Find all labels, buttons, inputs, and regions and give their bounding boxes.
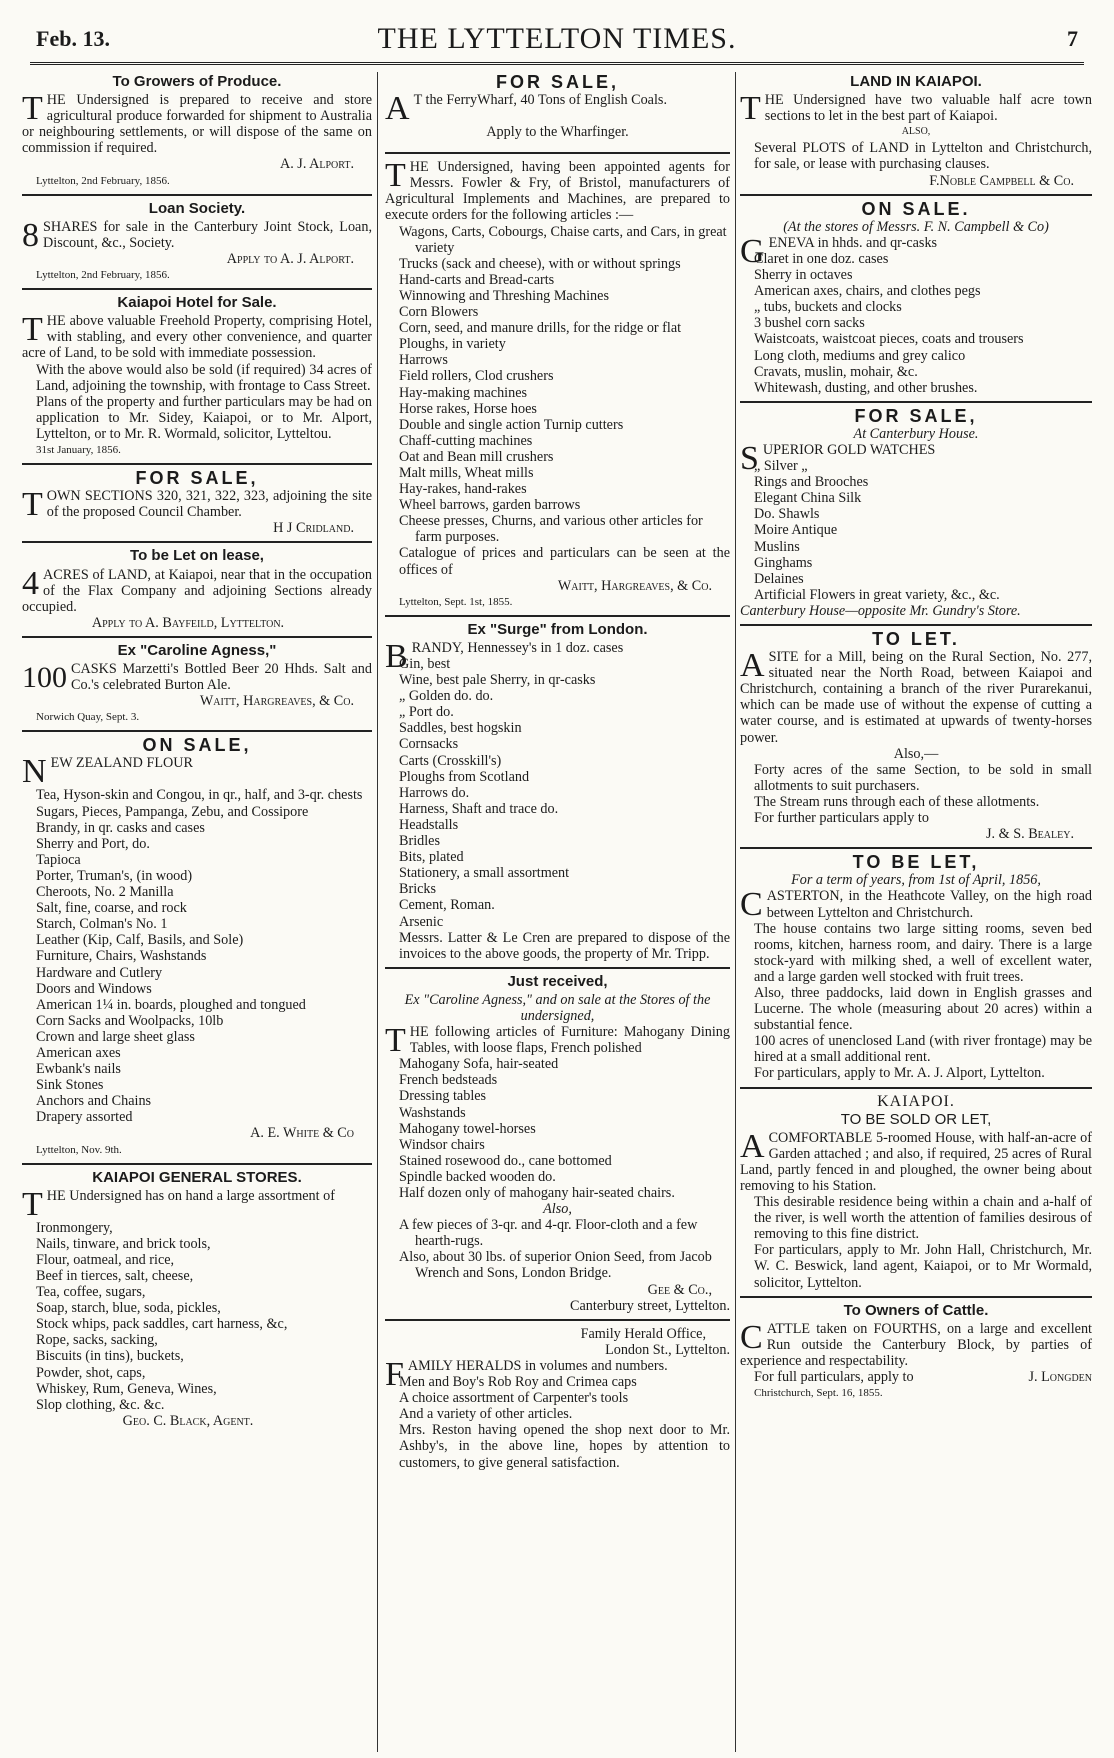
ad-kaiapoi-house <box>740 1094 1092 1291</box>
column-1 <box>22 72 372 1752</box>
list-item: Washstands <box>399 1104 466 1121</box>
ad-date: Lyttelton, 2nd February, 1856. <box>36 269 170 282</box>
ad-paragraph: With the above would also be sold (if required) 34 acres of Land, adjoining the township, with frontage to Cass Street. <box>36 361 372 394</box>
ad-paragraph: The Stream runs through each of these allotments. <box>754 793 1040 810</box>
ad-address: London St., Lyttelton. <box>605 1341 730 1358</box>
list-item: Doors and Windows <box>36 980 152 997</box>
drop-cap: T <box>22 90 43 128</box>
list-item: Ironmongery, <box>36 1219 113 1236</box>
ad-body: HE Undersigned, having been appointed agents for Messrs. Fowler & Fry, of Bristol, manufacturers of Agricultural Implements and Machines, are prepared to execute orders for the following articles :— <box>385 159 730 224</box>
ad-date: Lyttelton, Sept. 1st, 1855. <box>399 595 513 608</box>
masthead <box>30 20 1084 55</box>
list-item: Sherry in octaves <box>754 267 853 284</box>
ad-growers-of-produce <box>22 74 372 189</box>
column-3 <box>740 72 1092 1752</box>
ad-body: ACRES of LAND, at Kaiapoi, near that in the occupation of the Flax Company and adjoining Sections already occupied. <box>22 566 372 615</box>
list-item: Bits, plated <box>399 849 464 866</box>
list-item: Mahogany Sofa, hair-seated <box>399 1056 559 1073</box>
list-item: Wheel barrows, garden barrows <box>399 497 581 514</box>
list-item: Horse rakes, Horse hoes <box>399 400 537 417</box>
drop-cap: T <box>22 1185 43 1223</box>
ad-heading: LAND IN KAIAPOI. <box>850 73 982 90</box>
list-item: Gin, best <box>399 656 451 672</box>
ad-ex-surge <box>385 622 730 962</box>
separator <box>385 967 730 969</box>
ad-signature: Waitt, Hargreaves, & Co. <box>199 693 354 710</box>
ad-office: Family Herald Office, <box>580 1325 706 1342</box>
list-item: Soap, starch, blue, soda, pickles, <box>36 1300 221 1317</box>
list-item: Biscuits (in tins), buckets, <box>36 1348 184 1365</box>
ad-paragraph: Canterbury House—opposite Mr. Gundry's Store. <box>740 602 1021 619</box>
list-item: Starch, Colman's No. 1 <box>36 916 168 933</box>
list-item: Rope, sacks, sacking, <box>36 1332 158 1349</box>
ad-date: Norwich Quay, Sept. 3. <box>36 711 140 724</box>
ad-on-sale-flour <box>22 737 372 1157</box>
list-item: Stained rosewood do., cane bottomed <box>399 1152 612 1169</box>
separator <box>22 541 372 543</box>
list-item: Also, about 30 lbs. of superior Onion Seed, from Jacob Wrench and Sons, London Bridge. <box>399 1249 712 1282</box>
ad-heading: FOR SALE, <box>495 72 619 92</box>
separator <box>740 847 1092 849</box>
ad-heading: Loan Society. <box>148 199 246 217</box>
ad-body: CASKS Marzetti's Bottled Beer 20 Hhds. Salt and Co.'s celebrated Burton Ale. <box>71 661 372 694</box>
list-item: Cornsacks <box>399 736 459 753</box>
drop-cap: A <box>385 90 410 128</box>
list-item: Moire Antique <box>754 522 838 539</box>
list-item: Cheroots, No. 2 Manilla <box>36 884 174 901</box>
column-2 <box>385 72 730 1752</box>
ad-town-sections <box>22 470 372 536</box>
ad-coals-for-sale <box>385 74 730 140</box>
ad-owners-of-cattle <box>740 1303 1092 1402</box>
separator <box>740 194 1092 196</box>
list-item: Ploughs, in variety <box>399 336 506 353</box>
list-item: Nails, tinware, and brick tools, <box>36 1235 211 1252</box>
ad-paragraph: For further particulars apply to <box>754 810 929 827</box>
separator <box>385 1319 730 1321</box>
issue-date: Feb. 13. <box>36 26 110 51</box>
list-item: Furniture, Chairs, Washstands <box>36 948 207 965</box>
ad-date: Lyttelton, 2nd February, 1856. <box>36 174 170 187</box>
list-item: American axes <box>36 1044 121 1061</box>
list-item: Saddles, best hogskin <box>399 720 522 737</box>
list-item: Chaff-cutting machines <box>399 432 533 449</box>
list-item: Harrows <box>399 352 448 369</box>
separator <box>22 463 372 465</box>
ad-heading: KAIAPOI GENERAL STORES. <box>92 1168 302 1186</box>
ad-paragraph: Plans of the property and further particulars may be had on application to Mr. Sidey, Kaiapoi, or to Mr. Alport, Lyttelton, or to Mr. R. Wormald, solicitor, Lytteltou. <box>36 393 372 442</box>
list-item: Corn Blowers <box>399 304 479 321</box>
list-item: Waistcoats, waistcoat pieces, coats and trousers <box>754 331 1024 348</box>
list-item: Ploughs from Scotland <box>399 768 530 785</box>
list-item: Flour, oatmeal, and rice, <box>36 1251 175 1268</box>
separator <box>22 1163 372 1165</box>
list-item: „ Port do. <box>399 704 454 721</box>
ad-land-in-kaiapoi <box>740 74 1092 189</box>
drop-cap: 100 <box>22 661 67 694</box>
list-item: Hardware and Cutlery <box>36 964 163 981</box>
ad-on-sale-geneva <box>740 198 1092 396</box>
list-item: Do. Shawls <box>754 506 820 523</box>
list-item: Drapery assorted <box>36 1109 133 1126</box>
ad-subheading: TO BE SOLD OR LET, <box>840 1110 992 1128</box>
list-item: Brandy, in qr. casks and cases <box>36 819 205 836</box>
ad-body: COMFORTABLE 5-roomed House, with half-an-acre of Garden attached ; and also, if required, 25 acres of Rural Land, partly fenced in and ploughed, the owner being about removing to his Station. <box>740 1129 1092 1194</box>
list-item: Hay-making machines <box>399 384 528 401</box>
drop-cap: T <box>385 1022 406 1060</box>
list-item: Bricks <box>399 881 437 898</box>
ad-caroline-agness <box>22 643 372 725</box>
ad-heading: To Owners of Cattle. <box>843 1301 989 1319</box>
list-item: Malt mills, Wheat mills <box>399 464 534 481</box>
list-item: Hay-rakes, hand-rakes <box>399 481 527 498</box>
list-item: 3 bushel corn sacks <box>754 315 865 332</box>
separator <box>740 1296 1092 1298</box>
ad-watches <box>740 405 1092 619</box>
list-item: Sink Stones <box>36 1077 104 1094</box>
ad-lead: RANDY, Hennessey's in 1 doz. cases <box>411 639 624 656</box>
ad-paragraph: Messrs. Latter & Le Cren are prepared to dispose of the invoices to the above goods, the property of Mr. Tripp. <box>399 929 730 962</box>
ad-body: HE Undersigned have two valuable half acre town sections to let in the best part of Kaiapoi. <box>764 92 1092 125</box>
list-item: Men and Boy's Rob Roy and Crimea caps <box>399 1374 637 1391</box>
list-item: Stationery, a small assortment <box>399 865 570 882</box>
list-item: Long cloth, mediums and grey calico <box>754 347 966 364</box>
list-item: Rings and Brooches <box>754 474 869 491</box>
ad-paragraph: 100 acres of unenclosed Land (with river frontage) may be hired at a small additional rent. <box>754 1033 1092 1066</box>
list-item: Headstalls <box>399 816 459 833</box>
ad-heading: FOR SALE, <box>135 468 259 489</box>
ad-paragraph: Forty acres of the same Section, to be sold in small allotments to suit purchasers. <box>754 761 1092 794</box>
drop-cap: F <box>385 1355 404 1393</box>
newspaper-title: THE LYTTELTON TIMES. <box>377 22 737 55</box>
ad-body: OWN SECTIONS 320, 321, 322, 323, adjoining the site of the proposed Council Chamber. <box>46 488 372 521</box>
drop-cap: T <box>22 311 43 349</box>
list-item: Muslins <box>754 538 800 555</box>
separator <box>22 636 372 638</box>
drop-cap: N <box>22 753 47 791</box>
list-item: Artificial Flowers in great variety, &c., &c. <box>754 586 1000 603</box>
drop-cap: G <box>740 232 765 270</box>
list-item: Spindle backed wooden do. <box>399 1168 556 1185</box>
list-item: „ tubs, buckets and clocks <box>754 299 902 316</box>
list-item: Harness, Shaft and trace do. <box>399 800 559 817</box>
ad-body: ASTERTON, in the Heathcote Valley, on the high road between Lyttelton and Christchurch. <box>766 888 1092 921</box>
ad-casterton <box>740 854 1092 1081</box>
ad-also: ALSO, <box>901 126 931 138</box>
ad-signature: A. J. Alport. <box>279 156 354 173</box>
ad-date: Christchurch, Sept. 16, 1855. <box>754 1387 883 1400</box>
ad-signature: F.Noble Campbell & Co. <box>929 172 1074 189</box>
ad-heading: TO LET. <box>872 629 960 649</box>
list-item: Harrows do. <box>399 784 470 801</box>
separator <box>22 730 372 732</box>
list-item: Tea, coffee, sugars, <box>36 1284 146 1301</box>
ad-lead: EW ZEALAND FLOUR <box>50 755 193 772</box>
list-item: American axes, chairs, and clothes pegs <box>754 283 981 300</box>
list-item: Dressing tables <box>399 1088 487 1105</box>
ad-body: HE Undersigned has on hand a large assortment of <box>46 1187 335 1204</box>
ad-paragraph: For particulars, apply to Mr. John Hall, Christchurch, Mr. W. C. Beswick, land agent, Kaiapoi, or to Mr Wormald, solicitor, Lyttelton. <box>754 1242 1092 1291</box>
ad-agricultural-implements <box>385 159 730 610</box>
list-item: Anchors and Chains <box>36 1093 152 1110</box>
ad-address: Canterbury street, Lyttelton. <box>570 1297 730 1314</box>
list-item: Corn Sacks and Woolpacks, 10lb <box>36 1012 224 1029</box>
ad-kaiapoi-hotel <box>22 295 372 458</box>
ad-paragraph: For full particulars, apply to <box>754 1369 914 1386</box>
ad-heading: ON SALE, <box>142 735 252 756</box>
list-item: Whiskey, Rum, Geneva, Wines, <box>36 1380 217 1397</box>
list-item: Sugars, Pieces, Pampanga, Zebu, and Cossipore <box>36 803 309 820</box>
ad-heading: Ex "Caroline Agness," <box>117 641 277 659</box>
ad-heading: To be Let on lease, <box>130 547 264 565</box>
list-item: Trucks (sack and cheese), with or without springs <box>399 255 681 272</box>
list-item: Tapioca <box>36 851 81 868</box>
ad-mill-site <box>740 631 1092 842</box>
list-item: Wine, best pale Sherry, in qr-casks <box>399 672 596 689</box>
drop-cap: C <box>740 886 763 924</box>
list-item: Winnowing and Threshing Machines <box>399 287 609 304</box>
separator <box>385 615 730 617</box>
ad-subheading: Ex "Caroline Agness," and on sale at the Stores of the undersigned, <box>404 991 711 1024</box>
ad-signature: Apply to the Wharfinger. <box>486 124 629 141</box>
ad-heading: To Growers of Produce. <box>112 73 282 90</box>
separator <box>22 288 372 290</box>
list-item: Arsenic <box>399 913 444 930</box>
list-item: Claret in one doz. cases <box>754 250 889 267</box>
drop-cap: A <box>740 647 765 685</box>
ad-heading: TO BE LET, <box>852 852 980 873</box>
separator <box>385 152 730 154</box>
list-item: Field rollers, Clod crushers <box>399 368 554 385</box>
list-item: Leather (Kip, Calf, Basils, and Sole) <box>36 932 244 949</box>
ad-paragraph: Mrs. Reston having opened the shop next door to Mr. Ashby's, in the above line, hopes by attention to customers, to give general satisfaction. <box>399 1422 730 1471</box>
list-item: Wagons, Carts, Cobourgs, Chaise carts, and Cars, in great variety <box>399 223 727 256</box>
list-item: Corn, seed, and manure drills, for the ridge or flat <box>399 320 682 337</box>
ad-signature: J. & S. Bealey. <box>986 826 1074 843</box>
masthead-rule <box>30 62 1084 65</box>
ad-signature: A. E. White & Co <box>250 1125 354 1142</box>
ad-signature: H J Cridland. <box>273 520 354 537</box>
ad-paragraph: For particulars, apply to Mr. A. J. Alport, Lyttelton. <box>754 1065 1045 1082</box>
ad-signature: Apply to A. J. Alport. <box>226 250 354 267</box>
ad-body: T the FerryWharf, 40 Tons of English Coals. <box>413 92 667 109</box>
drop-cap: 8 <box>22 216 39 254</box>
ad-lead: UPERIOR GOLD WATCHES <box>762 441 936 458</box>
drop-cap: T <box>740 90 761 128</box>
drop-cap: T <box>22 486 43 524</box>
ad-kaiapoi-general-stores <box>22 1170 372 1429</box>
page-number: 7 <box>1067 26 1078 51</box>
list-item: Salt, fine, coarse, and rock <box>36 900 187 917</box>
ad-family-herald <box>385 1326 730 1471</box>
ad-date: Lyttelton, Nov. 9th. <box>36 1143 122 1156</box>
list-item: „ Golden do. do. <box>399 688 494 705</box>
column-divider-1 <box>377 72 378 1752</box>
list-item: Delaines <box>754 570 804 587</box>
ad-subheading: At Canterbury House. <box>853 425 979 442</box>
ad-heading: Just received, <box>507 972 608 990</box>
ad-body: AMILY HERALDS in volumes and numbers. <box>407 1357 668 1374</box>
list-item: American 1¼ in. boards, ploughed and tongued <box>36 996 306 1013</box>
list-item: A choice assortment of Carpenter's tools <box>399 1390 629 1407</box>
separator <box>740 624 1092 626</box>
list-item: Powder, shot, caps, <box>36 1364 146 1381</box>
ad-paragraph: Also, three paddocks, laid down in English grasses and Lucerne. The whole (measuring about 20 acres) within a substantial fence. <box>754 984 1092 1034</box>
ad-let-on-lease <box>22 548 372 630</box>
list-item: Half dozen only of mahogany hair-seated chairs. <box>399 1185 675 1201</box>
list-item: Ewbank's nails <box>36 1061 121 1078</box>
ad-paragraph: This desirable residence being within a chain and a-half of the river, is well worth the attention of families desirous of removing to this fine district. <box>754 1194 1092 1243</box>
ad-body: HE above valuable Freehold Property, comprising Hotel, with stabling, and every other convenience, and quarter acre of Land, to be sold with immediate possession. <box>22 313 372 362</box>
list-item: A few pieces of 3-qr. and 4-qr. Floor-cloth and a few hearth-rugs. <box>399 1217 698 1250</box>
ad-subheading: (At the stores of Messrs. F. N. Campbell & Co) <box>783 218 1049 235</box>
separator <box>22 194 372 196</box>
list-item: Carts (Crosskill's) <box>399 752 502 769</box>
list-item: Elegant China Silk <box>754 490 862 507</box>
ad-signature: Apply to A. Bayfeild, Lyttelton. <box>91 614 285 631</box>
ad-heading: ON SALE. <box>861 198 971 219</box>
ad-heading: Kaiapoi Hotel for Sale. <box>117 294 277 312</box>
ad-signature: J. Longden <box>1028 1369 1092 1386</box>
list-item: Beef in tierces, salt, cheese, <box>36 1268 194 1284</box>
drop-cap: B <box>385 637 408 675</box>
list-item: Mahogany towel-horses <box>399 1120 536 1137</box>
list-item: Hand-carts and Bread-carts <box>399 271 555 288</box>
list-item: French bedsteads <box>399 1072 498 1089</box>
list-item: Slop clothing, &c. &c. <box>36 1396 165 1413</box>
ad-paragraph: Several PLOTS of LAND in Lyttelton and Christchurch, for sale, or lease with purchasing clauses. <box>754 140 1092 173</box>
list-item: Stock whips, pack saddles, cart harness, &c, <box>36 1316 288 1333</box>
ad-paragraph: The house contains two large sitting rooms, seven bed rooms, kitchen, harness room, and dairy. There is a large stock-yard with milking shed, a well of excellent water, and a large garden well stocked with fruit trees. <box>754 920 1092 985</box>
ad-also: Also,— <box>893 745 939 762</box>
separator <box>740 1087 1092 1089</box>
list-item: Crown and large sheet glass <box>36 1028 195 1045</box>
ad-signature: Gee & Co., <box>647 1281 712 1298</box>
ad-also: Also, <box>543 1201 572 1218</box>
list-item: Cement, Roman. <box>399 897 495 914</box>
drop-cap: S <box>740 439 759 477</box>
list-item: Sherry and Port, do. <box>36 835 150 852</box>
drop-cap: T <box>385 157 406 195</box>
ad-signature: Waitt, Hargreaves, & Co. <box>557 577 712 594</box>
list-item: And a variety of other articles. <box>399 1406 573 1423</box>
list-item: Porter, Truman's, (in wood) <box>36 867 193 884</box>
ad-furniture <box>385 974 730 1314</box>
list-item: Tea, Hyson-skin and Congou, in qr., half, and 3-qr. chests <box>36 787 363 804</box>
ad-body: HE Undersigned is prepared to receive and store agricultural produce forwarded for shipment to Australia or neighbouring settlements, or will dispose of the same on commission if required. <box>22 92 372 157</box>
list-item: Cheese presses, Churns, and various other articles for farm purposes. <box>399 513 703 546</box>
ad-body: SHARES for sale in the Canterbury Joint Stock, Loan, Discount, &c., Society. <box>43 218 372 251</box>
ad-lead: ENEVA in hhds. and qr-casks <box>768 234 938 251</box>
ad-subheading: For a term of years, from 1st of April, 1856, <box>791 872 1041 889</box>
ad-loan-society <box>22 201 372 283</box>
column-divider-2 <box>735 72 736 1752</box>
ad-heading: FOR SALE, <box>854 405 978 426</box>
drop-cap: C <box>740 1318 763 1356</box>
list-item: Cravats, muslin, mohair, &c. <box>754 363 918 380</box>
ad-body: HE following articles of Furniture: Mahogany Dining Tables, with loose flaps, French polished <box>409 1024 730 1057</box>
ad-body: SITE for a Mill, being on the Rural Section, No. 277, situated near the North Road, between Kaiapoi and Christchurch, containing a branch of the river Purarekanui, which can be made use of without the expense of cutting a water course, and is estimated at upwards of twenty-horses power. <box>740 649 1092 746</box>
drop-cap: A <box>740 1127 765 1165</box>
list-item: Double and single action Turnip cutters <box>399 416 624 433</box>
ad-heading: KAIAPOI. <box>877 1092 955 1110</box>
ad-body: ATTLE taken on FOURTHS, on a large and excellent Run outside the Canterbury Block, by parties of experience and respectability. <box>740 1320 1092 1369</box>
list-item: Ginghams <box>754 554 813 571</box>
separator <box>740 401 1092 403</box>
list-item: Whitewash, dusting, and other brushes. <box>754 379 978 396</box>
list-item: Oat and Bean mill crushers <box>399 448 554 465</box>
ad-signature: Geo. C. Black, Agent. <box>122 1412 254 1429</box>
drop-cap: 4 <box>22 564 39 602</box>
list-item: Windsor chairs <box>399 1136 485 1153</box>
list-item: Bridles <box>399 833 440 850</box>
ad-paragraph: Catalogue of prices and particulars can be seen at the offices of <box>399 545 730 578</box>
ad-date: 31st January, 1856. <box>36 443 121 456</box>
ad-heading: Ex "Surge" from London. <box>467 620 648 638</box>
list-item: „ Silver „ <box>754 458 808 475</box>
